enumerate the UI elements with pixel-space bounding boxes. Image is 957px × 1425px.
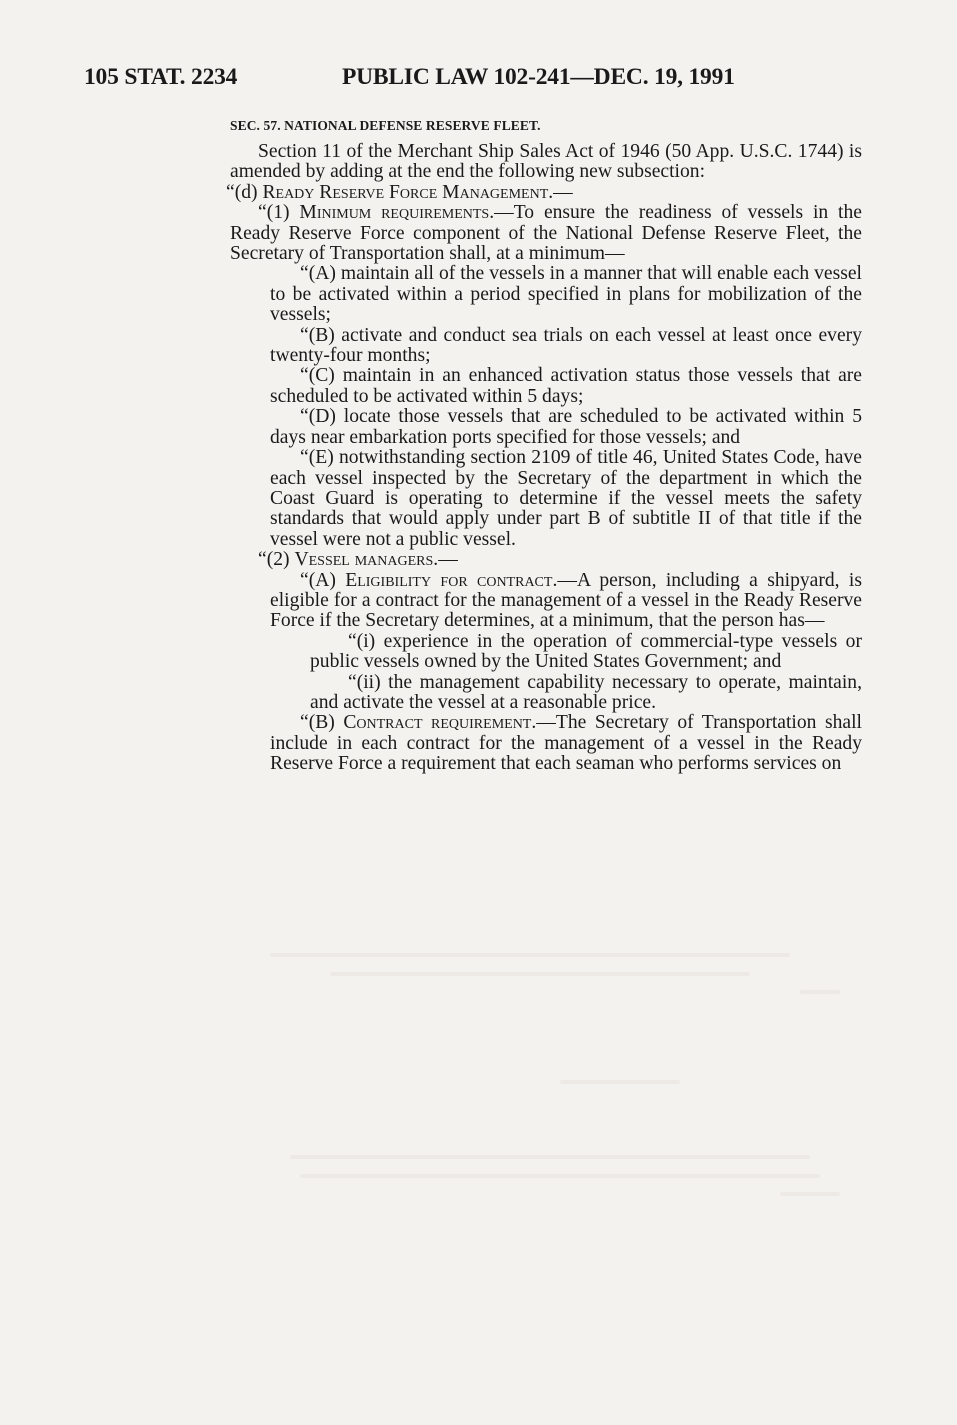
paragraph-2-A-title: Eligibility for contract. xyxy=(345,569,558,591)
paragraph-1-D: “(D) locate those vessels that are scheduled to be activated within 5 days near embarkation ports specified for those vessels; and xyxy=(270,406,862,448)
paragraph-2-A-label: “(A) xyxy=(300,569,336,591)
paragraph-1 xyxy=(230,203,862,264)
paragraph-2-B-title: Contract requirement. xyxy=(343,712,537,734)
subsection-d xyxy=(226,181,862,203)
paragraph-1-A: “(A) maintain all of the vessels in a manner that will enable each vessel to be activated within a period specified in plans for mobilization of the vessels; xyxy=(270,263,862,326)
paragraph-2 xyxy=(230,550,862,570)
bleed-through-mark xyxy=(330,972,750,976)
bleed-through-mark xyxy=(300,1174,820,1178)
public-law-reference: PUBLIC LAW 102-241—DEC. 19, 1991 xyxy=(342,64,735,90)
bleed-through-mark xyxy=(270,953,790,957)
paragraph-1-E: “(E) notwithstanding section 2109 of title 46, United States Code, have each vessel inspected by the Secretary of the department in which the Coast Guard is operating to determine if the vessel meets the safety standards that would apply under part B of subtitle II of that title if the vessel were not a public vessel. xyxy=(270,447,862,550)
statute-reference: 105 STAT. 2234 xyxy=(84,64,238,90)
paragraph-1-title: Minimum requirements. xyxy=(299,202,495,224)
section-body xyxy=(226,141,862,775)
subsection-d-label: “(d) xyxy=(226,181,258,203)
bleed-through-mark xyxy=(560,1080,680,1084)
page-header xyxy=(84,64,784,98)
bleed-through-mark xyxy=(780,1192,840,1196)
paragraph-2-A-i: “(i) experience in the operation of commercial-type vessels or public vessels owned by the United States Government; and xyxy=(310,630,862,673)
subsection-d-title: Ready Reserve Force Management.— xyxy=(262,181,573,203)
bleed-through-mark xyxy=(290,1155,810,1159)
paragraph-2-B-label: “(B) xyxy=(300,712,335,734)
section-heading: SEC. 57. NATIONAL DEFENSE RESERVE FLEET. xyxy=(230,118,541,133)
paragraph-1-label: “(1) xyxy=(258,202,290,224)
paragraph-1-text: —To ensure the readiness of vessels in the Ready Reserve Force component of the National Defense Reserve Fleet, the Secretary of Transportation shall, at a minimum— xyxy=(230,202,862,265)
paragraph-2-B-text: —The Secretary of Transportation shall include in each contract for the management of a vessel in the Ready Reserve Force a requirement that each seaman who performs services on xyxy=(270,712,862,775)
paragraph-2-A-text: —A person, including a shipyard, is eligible for a contract for the management of a vessel in the Ready Reserve Force if the Secretary determines, at a minimum, that the person has— xyxy=(270,569,862,632)
paragraph-2-B xyxy=(230,713,862,774)
section-intro: Section 11 of the Merchant Ship Sales Act of 1946 (50 App. U.S.C. 1744) is amended by adding at the end the following new subsection: xyxy=(230,141,862,183)
paragraph-2-title: Vessel managers.— xyxy=(294,549,458,571)
paragraph-1-C: “(C) maintain in an enhanced activation status those vessels that are scheduled to be activated within 5 days; xyxy=(270,365,862,407)
paragraph-2-label: “(2) xyxy=(258,549,290,571)
bleed-through-mark xyxy=(800,990,840,994)
paragraph-2-A xyxy=(230,571,862,632)
paragraph-2-A-ii: “(ii) the management capability necessary to operate, maintain, and activate the vessel at a reasonable price. xyxy=(310,671,862,713)
paragraph-1-B: “(B) activate and conduct sea trials on each vessel at least once every twenty-four months; xyxy=(270,324,862,367)
